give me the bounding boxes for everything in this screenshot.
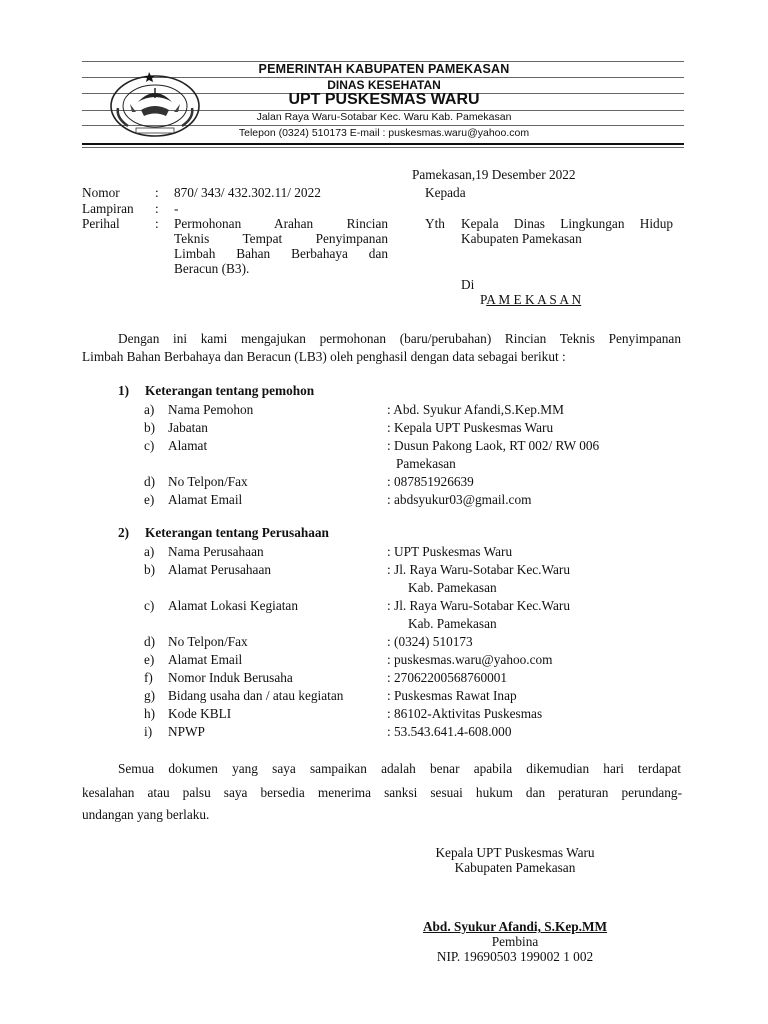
item-value: : Puskesmas Rawat Inap xyxy=(387,688,517,703)
lampiran-label: Lampiran xyxy=(82,201,134,216)
item-label: Bidang usaha dan / atau kegiatan xyxy=(168,688,344,703)
lampiran-value: - xyxy=(174,201,179,216)
item-label: Kode KBLI xyxy=(168,706,232,721)
item-value: : (0324) 510173 xyxy=(387,634,473,649)
item-letter: c) xyxy=(144,598,155,613)
section1-number: 1) xyxy=(118,383,130,398)
signature-title: Kabupaten Pamekasan xyxy=(454,860,576,875)
item-letter: e) xyxy=(144,492,155,507)
item-letter: h) xyxy=(144,706,156,721)
city-rest: A M E K A S A N xyxy=(486,292,582,307)
item-letter: a) xyxy=(144,544,155,559)
section2-number: 2) xyxy=(118,525,130,540)
perihal-line: Limbah Bahan Berbahaya dan xyxy=(174,246,388,261)
item-label: Alamat Lokasi Kegiatan xyxy=(168,598,298,613)
closing-line: kesalahan atau palsu saya bersedia menerima sanksi sesuai hukum dan peraturan perundang- xyxy=(82,785,682,800)
item-label: Alamat Email xyxy=(168,492,243,507)
item-letter: b) xyxy=(144,420,156,435)
letterhead-department: DINAS KESEHATAN xyxy=(327,78,441,92)
item-label: Nama Perusahaan xyxy=(168,544,264,559)
recipient-line: Kepala Dinas Lingkungan Hidup xyxy=(461,216,673,231)
item-letter: a) xyxy=(144,402,155,417)
closing-line: Semua dokumen yang saya sampaikan adalah benar apabila dikemudian hari terdapat xyxy=(118,761,681,776)
item-letter: c) xyxy=(144,438,155,453)
recipient-yth: Yth xyxy=(425,216,445,231)
item-label: Alamat Perusahaan xyxy=(168,562,272,577)
item-value-continued: Pamekasan xyxy=(396,456,456,471)
perihal-line: Permohonan Arahan Rincian xyxy=(174,216,388,231)
item-value: : Abd. Syukur Afandi,S.Kep.MM xyxy=(387,402,564,417)
item-letter: b) xyxy=(144,562,156,577)
item-value: : 86102-Aktivitas Puskesmas xyxy=(387,706,543,721)
item-value: : 27062200568760001 xyxy=(387,670,508,685)
letterhead-contact: Telepon (0324) 510173 E-mail : puskesmas.waru@yahoo.com xyxy=(238,127,530,139)
letterhead-institution: UPT PUSKESMAS WARU xyxy=(288,91,480,108)
recipient-kepada: Kepada xyxy=(425,185,466,200)
signature-title: Kepala UPT Puskesmas Waru xyxy=(435,845,595,860)
item-label: NPWP xyxy=(168,724,205,739)
letter-date: Pamekasan,19 Desember 2022 xyxy=(412,167,576,182)
letterhead-government: PEMERINTAH KABUPATEN PAMEKASAN xyxy=(258,62,510,76)
item-value: : Jl. Raya Waru-Sotabar Kec.Waru xyxy=(387,562,570,577)
item-letter: d) xyxy=(144,634,156,649)
item-value: : Kepala UPT Puskesmas Waru xyxy=(387,420,554,435)
item-label: No Telpon/Fax xyxy=(168,474,248,489)
item-letter: i) xyxy=(144,724,153,739)
colon: : xyxy=(155,216,159,231)
signatory-nip: NIP. 19690503 199002 1 002 xyxy=(436,949,594,964)
intro-line: Dengan ini kami mengajukan permohonan (baru/perubahan) Rincian Teknis Penyimpanan xyxy=(118,331,681,346)
nomor-label: Nomor xyxy=(82,185,120,200)
perihal-line: Teknis Tempat Penyimpanan xyxy=(174,231,388,246)
perihal-label: Perihal xyxy=(82,216,120,231)
item-letter: f) xyxy=(144,670,153,685)
section2-title: Keterangan tentang Perusahaan xyxy=(145,525,329,540)
letterhead-bottom-line xyxy=(82,143,684,145)
item-value-continued: Kab. Pamekasan xyxy=(408,580,497,595)
item-label: Alamat Email xyxy=(168,652,243,667)
item-letter: g) xyxy=(144,688,156,703)
closing-line: undangan yang berlaku. xyxy=(82,807,210,822)
city-initial: P xyxy=(480,292,487,307)
nomor-value: 870/ 343/ 432.302.11/ 2022 xyxy=(174,185,321,200)
item-letter: e) xyxy=(144,652,155,667)
item-value: : 53.543.641.4-608.000 xyxy=(387,724,512,739)
item-value-continued: Kab. Pamekasan xyxy=(408,616,497,631)
item-label: Nomor Induk Berusaha xyxy=(168,670,293,685)
item-label: No Telpon/Fax xyxy=(168,634,248,649)
item-label: Alamat xyxy=(168,438,208,453)
item-value: : abdsyukur03@gmail.com xyxy=(387,492,532,507)
recipient-di: Di xyxy=(461,277,475,292)
recipient-city xyxy=(480,291,581,309)
item-value: : Dusun Pakong Laok, RT 002/ RW 006 xyxy=(387,438,600,453)
item-letter: d) xyxy=(144,474,156,489)
item-label: Nama Pemohon xyxy=(168,402,254,417)
perihal-line: Beracun (B3). xyxy=(174,261,250,276)
colon: : xyxy=(155,201,159,216)
item-value: : Jl. Raya Waru-Sotabar Kec.Waru xyxy=(387,598,570,613)
colon: : xyxy=(155,185,159,200)
item-value: : UPT Puskesmas Waru xyxy=(387,544,513,559)
section1-title: Keterangan tentang pemohon xyxy=(145,383,315,398)
letterhead-address: Jalan Raya Waru-Sotabar Kec. Waru Kab. Pamekasan xyxy=(256,111,512,123)
signatory-name: Abd. Syukur Afandi, S.Kep.MM xyxy=(422,919,608,934)
intro-line: Limbah Bahan Berbahaya dan Beracun (LB3) oleh penghasil dengan data sebagai berikut : xyxy=(82,349,566,364)
item-label: Jabatan xyxy=(168,420,208,435)
signatory-rank: Pembina xyxy=(491,934,539,949)
letterhead-bottom-line-thin xyxy=(82,147,684,148)
item-value: : 087851926639 xyxy=(387,474,474,489)
item-value: : puskesmas.waru@yahoo.com xyxy=(387,652,553,667)
recipient-line: Kabupaten Pamekasan xyxy=(461,231,582,246)
